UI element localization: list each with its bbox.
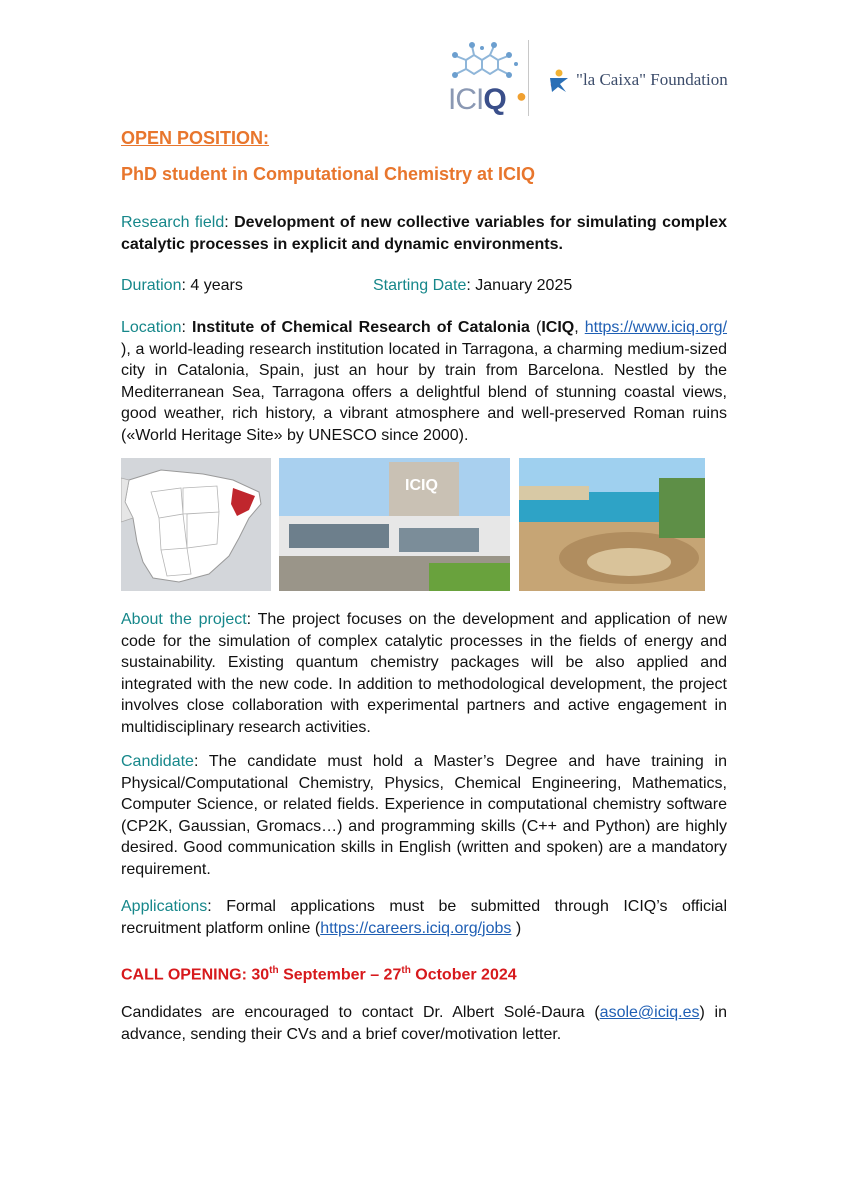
call-opening-section [121,960,727,986]
location-text: ), a world-leading research institution located in Tarragona, a charming medium-sized city in Catalonia, Spain, just an hour by train from Barcelona. Nestled by the Mediterranean Sea, Tarragona offers a delightful blend of stunning coastal views, good weather, rich history, a vibrant atmosphere and well-preserved Roman ruins («World Heritage Site» by UNESCO since 2000). [121,340,727,444]
la-caixa-star-icon [546,68,572,94]
spain-map-image [121,458,271,591]
location-label: Location [121,319,182,336]
candidate-text: The candidate must hold a Master’s Degree and have training in Physical/Computational Chemistry, Physics, Chemical Engineering, Mathematics, Computer Science, or related fields. Experience in computational chemistry software (CP2K, Gaussian, Gromacs…) and programming skills (C++ and Python) are highly desired. Good communication skills in English (written and spoken) are a mandatory requirement. [121,753,727,878]
tarragona-amphitheatre-image [519,458,705,591]
call-sup-1: th [269,965,279,976]
applications-close: ) [511,919,522,937]
duration-label: Duration [121,277,182,294]
location-section: Location: Institute of Chemical Research of Catalonia (ICIQ, https://www.iciq.org/ ), a world-leading research institution located in Tarragona, a charming medium-sized city in Catalonia, Spain, just an hour by train from Barcelona. Nestled by the Mediterranean Sea, Tarragona offers a delightful blend of stunning coastal views, good weather, rich history, a vibrant atmosphere and well-preserved Roman ruins («World Heritage Site» by UNESCO since 2000). [121,319,728,444]
iciq-logo [446,38,526,116]
call-prefix: CALL OPENING: 30 [121,966,270,984]
starting-date: Starting Date: January 2025 [373,277,573,294]
iciq-building-image [279,458,510,591]
iciq-website-link[interactable]: https://www.iciq.org/ [584,319,728,336]
project-text: The project focuses on the development and application of new code for the simulation of complex catalytic processes in the fields of energy and sustainability. Existing quantum chemistry packages will be also applied and integrated with the new code. In addition to methodological development, the project involves close collaboration with experimental partners and active engagement in multidisciplinary research activities. [121,611,727,736]
applications-label: Applications [121,898,208,915]
contact-email-link[interactable]: asole@iciq.es [599,1004,700,1021]
iciq-molecule-icon [446,38,526,86]
project-section: About the project: The project focuses on the development and application of new code for the simulation of complex catalytic processes in the fields of energy and sustainability. Existing quantum chemistry packages will be also applied and integrated with the new code. In addition to methodological development, the project involves close collaboration with experimental partners and active engagement in multidisciplinary research activities. [121,611,727,736]
position-title: PhD student in Computational Chemistry at ICIQ [121,164,536,184]
la-caixa-logo [546,68,736,98]
duration-section: Duration: 4 years Starting Date: January 2025 [121,275,727,297]
candidate-label: Candidate [121,753,194,770]
header-logos [446,38,736,118]
open-position-heading: OPEN POSITION: [121,128,270,148]
starting-date-label: Starting Date [373,277,467,294]
job-posting [121,127,727,185]
project-label: About the project [121,611,247,628]
duration-value: 4 years [190,277,243,294]
iciq-logo-text: ICIQ [448,83,506,116]
candidate-section: Candidate: The candidate must hold a Master’s Degree and have training in Physical/Computational Chemistry, Physics, Chemical Engineering, Mathematics, Computer Science, or related fields. Experience in computational chemistry software (CP2K, Gaussian, Gromacs…) and programming skills (C++ and Python) are highly desired. Good communication skills in English (written and spoken) are a mandatory requirement. [121,753,727,878]
research-field-section: Research field: Development of new collective variables for simulating complex catalytic processes in explicit and dynamic environments. [121,214,728,253]
careers-link[interactable]: https://careers.iciq.org/jobs [320,919,512,937]
image-strip [121,458,705,591]
call-sup-2: th [401,965,411,976]
iciq-logo-accent: ● [516,86,527,106]
logo-divider [528,40,529,116]
institute-name: Institute of Chemical Research of Catalonia [192,319,530,336]
institute-abbr: ICIQ [541,319,575,336]
call-suffix: October 2024 [410,966,517,984]
contact-text-after: ) in advance, sending their CVs and a brief cover/motivation letter. [121,1004,727,1043]
building-sign-text: ICIQ [405,477,438,494]
research-field-label: Research field [121,214,225,231]
call-middle: September – 27 [278,966,402,984]
contact-text-before: Candidates are encouraged to contact Dr. Albert Solé-Daura ( [121,1004,600,1021]
applications-text: Formal applications must be submitted through ICIQ’s official recruitment platform online ( [121,898,728,937]
contact-section [121,1002,727,1045]
research-field-text: Development of new collective variables for simulating complex catalytic processes in explicit and dynamic environments. [121,214,728,253]
la-caixa-text: "la Caixa" Foundation [576,70,728,89]
starting-date-value: January 2025 [475,277,573,294]
applications-section: Applications: Formal applications must be submitted through ICIQ’s official recruitment platform online (https://careers.iciq.org/jobs ) [121,898,728,937]
